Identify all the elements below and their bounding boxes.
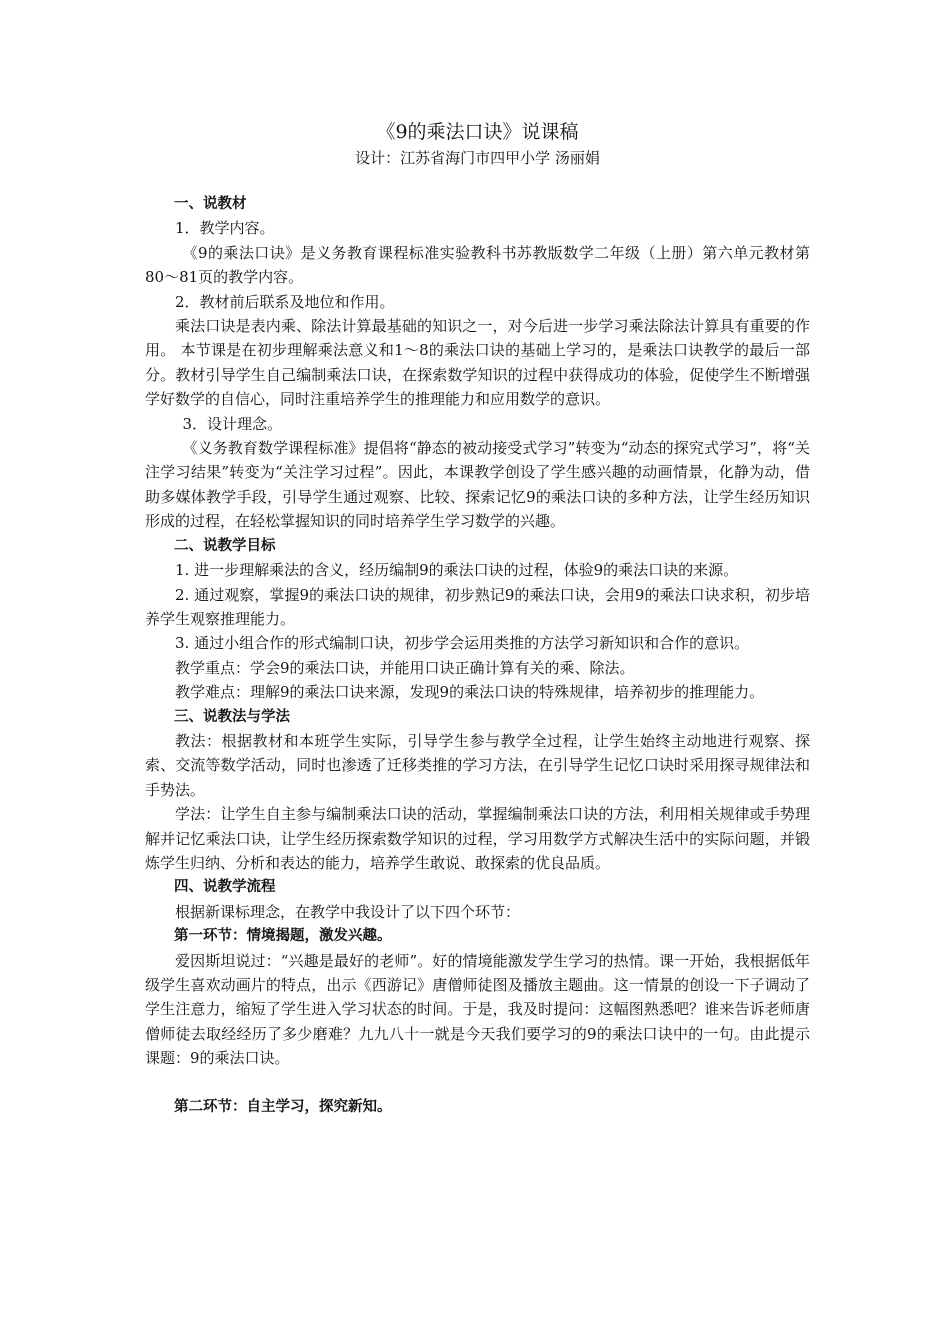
section-heading: 第一环节：情境揭题，激发兴趣。 xyxy=(174,928,392,945)
body-paragraph: 教法：根据教材和本班学生实际，引导学生参与教学全过程，让学生始终主动地进行观察、探索、交流等数学活动，同时也渗透了迁移类推的学习方法，在引导学生记忆口诀时采用探寻规律法和手势法。 xyxy=(145,731,810,799)
section-heading: 第二环节：自主学习，探究新知。 xyxy=(174,1098,392,1115)
body-paragraph: 1．教学内容。 xyxy=(175,219,275,238)
document-body xyxy=(145,118,810,1119)
body-paragraph: 2. 通过观察，掌握9的乘法口诀的规律，初步熟记9的乘法口诀，会用9的乘法口诀求积，初步培养学生观察推理能力。 xyxy=(145,585,810,628)
body-paragraph: 爱因斯坦说过：“兴趣是最好的老师”。好的情境能激发学生学习的热情。课一开始，我根据低年级学生喜欢动画片的特点，出示《西游记》唐僧师徒图及播放主题曲。这一情景的创设一下子调动了学生注意力，缩短了学生进入学习状态的时间。于是，我及时提问：这幅图熟悉吧？谁来告诉老师唐僧师徒去取经经历了多少磨难？九九八十一就是今天我们要学习的9的乘法口诀中的一句。由此提示课题：9的乘法口诀。 xyxy=(145,951,810,1068)
body-paragraph: 3. 通过小组合作的形式编制口诀，初步学会运用类推的方法学习新知识和合作的意识。 xyxy=(175,634,750,653)
section-heading: 三、说教法与学法 xyxy=(174,708,290,725)
paragraph-gap xyxy=(145,1071,810,1095)
section-heading: 一、说教材 xyxy=(174,196,247,212)
body-paragraph: 乘法口诀是表内乘、除法计算最基础的知识之一，对今后进一步学习乘法除法计算具有重要的作用。 本节课是在初步理解乘法意义和1～8的乘法口诀的基础上学习的，是乘法口诀教学的最后一部分。教材引导学生自己编制乘法口诀，在探索数学知识的过程中获得成功的体验，促使学生不断增强学好数学的自信心，同时注重培养学生的推理能力和应用数学的意识。 xyxy=(145,317,810,409)
body-paragraph: 根据新课标理念，在教学中我设计了以下四个环节： xyxy=(175,902,521,921)
section-heading: 四、说教学流程 xyxy=(174,879,276,896)
body-paragraph: 《9的乘法口诀》是义务教育课程标准实验教科书苏教版数学二年级（上册）第六单元教材第80～81页的教学内容。 xyxy=(145,243,810,287)
body-paragraph: 1. 进一步理解乘法的含义，经历编制9的乘法口诀的过程，体验9的乘法口诀的来源。 xyxy=(175,561,739,580)
body-paragraph: 教学难点：理解9的乘法口诀来源，发现9的乘法口诀的特殊规律，培养初步的推理能力。 xyxy=(175,683,765,702)
section-heading: 二、说教学目标 xyxy=(174,537,276,554)
body-paragraph: 教学重点：学会9的乘法口诀，并能用口诀正确计算有关的乘、除法。 xyxy=(175,658,635,677)
body-paragraph: 学法：让学生自主参与编制乘法口诀的活动，掌握编制乘法口诀的方法，利用相关规律或手势理解并记忆乘法口诀，让学生经历探索数学知识的过程，学习用数学方式解决生活中的实际问题，并锻炼学生归纳、分析和表达的能力，培养学生敢说、敢探索的优良品质。 xyxy=(145,805,810,872)
document-sections xyxy=(145,192,810,1119)
document-title: 《9的乘法口诀》说课稿 xyxy=(376,121,579,143)
body-paragraph: 3．设计理念。 xyxy=(182,414,283,433)
document-author: 设计：江苏省海门市四甲小学 汤丽娟 xyxy=(355,149,600,167)
body-paragraph: 2．教材前后联系及地位和作用。 xyxy=(175,292,395,311)
body-paragraph: 《义务教育数学课程标准》提倡将“静态的被动接受式学习”转变为“动态的探究式学习”，将“关注学习结果”转变为“关注学习过程”。因此，本课教学创设了学生感兴趣的动画情景，化静为动，借助多媒体教学手段，引导学生通过观察、比较、探索记忆9的乘法口诀的多种方法，让学生经历知识形成的过程，在轻松掌握知识的同时培养学生学习数学的兴趣。 xyxy=(145,439,810,531)
